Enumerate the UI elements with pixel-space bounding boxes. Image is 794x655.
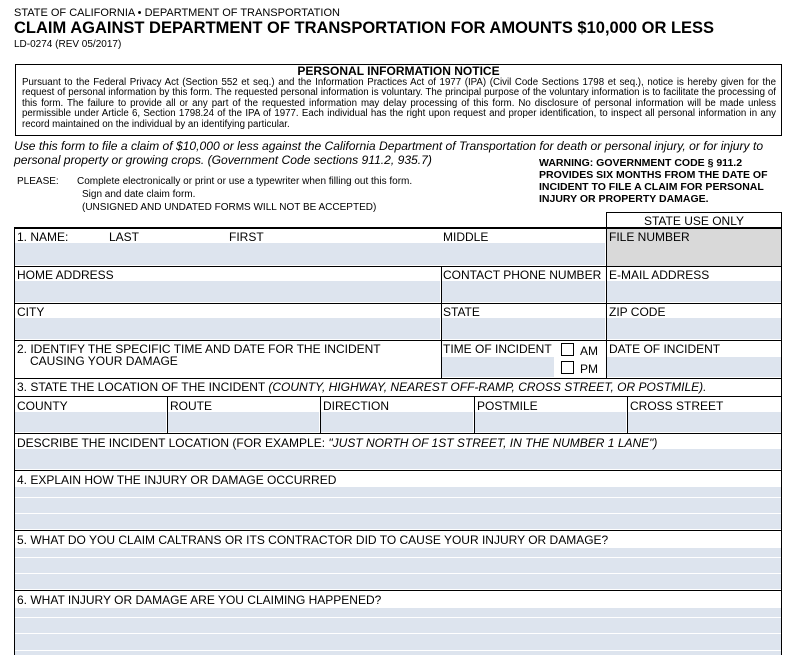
divider bbox=[14, 433, 782, 434]
section6-label: 6. WHAT INJURY OR DAMAGE ARE YOU CLAIMING HAPPENED? bbox=[17, 593, 382, 607]
describe-location-label bbox=[17, 436, 657, 450]
divider bbox=[14, 530, 782, 531]
divider bbox=[14, 266, 782, 267]
postmile-label: POSTMILE bbox=[477, 399, 538, 413]
divider bbox=[781, 212, 782, 266]
route-field[interactable] bbox=[168, 412, 319, 432]
divider bbox=[606, 303, 607, 340]
divider bbox=[627, 396, 628, 433]
divider bbox=[781, 266, 782, 655]
zip-code-field[interactable] bbox=[607, 318, 782, 339]
explain-injury-field[interactable] bbox=[15, 487, 782, 529]
middle-name-label: MIDDLE bbox=[443, 230, 489, 244]
zip-code-label: ZIP CODE bbox=[609, 305, 666, 319]
route-label: ROUTE bbox=[170, 399, 212, 413]
divider bbox=[14, 227, 15, 655]
city-field[interactable] bbox=[15, 318, 440, 339]
divider bbox=[14, 590, 782, 591]
divider bbox=[14, 617, 782, 618]
contact-phone-label: CONTACT PHONE NUMBER bbox=[443, 268, 602, 282]
cross-street-label: CROSS STREET bbox=[630, 399, 724, 413]
name-label: 1. NAME: bbox=[17, 230, 69, 244]
section4-label: 4. EXPLAIN HOW THE INJURY OR DAMAGE OCCURRED bbox=[17, 473, 337, 487]
email-label: E-MAIL ADDRESS bbox=[609, 268, 710, 282]
divider bbox=[441, 340, 442, 378]
divider bbox=[14, 650, 782, 651]
warning-line-1: WARNING: GOVERNMENT CODE § 911.2 bbox=[539, 157, 743, 169]
describe-location-text: DESCRIBE THE INCIDENT LOCATION (FOR EXAMPLE: bbox=[17, 436, 326, 450]
divider bbox=[606, 228, 607, 266]
state-field[interactable] bbox=[442, 318, 605, 339]
divider bbox=[14, 396, 782, 397]
direction-label: DIRECTION bbox=[323, 399, 389, 413]
email-field[interactable] bbox=[607, 281, 782, 302]
divider bbox=[14, 378, 782, 379]
warning-line-3: INCIDENT TO FILE A CLAIM FOR PERSONAL bbox=[539, 181, 764, 193]
divider bbox=[474, 396, 475, 433]
am-label: AM bbox=[580, 344, 598, 358]
use-line-1: Use this form to file a claim of $10,000 or less against the California Department of Transportation for death or personal injury, or for injury to bbox=[14, 139, 764, 153]
divider bbox=[14, 557, 782, 558]
section3-label-text: 3. STATE THE LOCATION OF THE INCIDENT bbox=[17, 380, 266, 394]
state-use-title: STATE USE ONLY bbox=[643, 214, 745, 228]
warning-line-4: INJURY OR PROPERTY DAMAGE. bbox=[539, 193, 709, 205]
am-checkbox[interactable] bbox=[561, 343, 574, 356]
incident-location-description-field[interactable] bbox=[15, 449, 782, 469]
time-of-incident-field[interactable] bbox=[442, 357, 554, 377]
describe-location-example: "JUST NORTH OF 1ST STREET, IN THE NUMBER 1 LANE") bbox=[328, 436, 658, 450]
cross-street-field[interactable] bbox=[628, 412, 782, 432]
first-name-label: FIRST bbox=[229, 230, 264, 244]
divider bbox=[320, 396, 321, 433]
section5-label: 5. WHAT DO YOU CLAIM CALTRANS OR ITS CONTRACTOR DID TO CAUSE YOUR INJURY OR DAMAGE? bbox=[17, 533, 609, 547]
use-line-2: personal property or growing crops. (Government Code sections 911.2, 935.7) bbox=[14, 153, 432, 167]
agency-line: STATE OF CALIFORNIA • DEPARTMENT OF TRANSPORTATION bbox=[14, 7, 340, 19]
divider bbox=[14, 470, 782, 471]
section2-label-line1: 2. IDENTIFY THE SPECIFIC TIME AND DATE FOR THE INCIDENT bbox=[17, 342, 381, 356]
please-instruction-1: Complete electronically or print or use a typewriter when filling out this form. bbox=[77, 176, 413, 187]
county-field[interactable] bbox=[15, 412, 166, 432]
divider bbox=[441, 303, 442, 340]
divider bbox=[14, 513, 782, 514]
name-field[interactable] bbox=[15, 243, 605, 265]
time-of-incident-label: TIME OF INCIDENT bbox=[443, 342, 552, 356]
injury-claimed-field[interactable] bbox=[15, 608, 782, 655]
notice-heading: PERSONAL INFORMATION NOTICE bbox=[297, 64, 500, 78]
notice-body: Pursuant to the Federal Privacy Act (Section 552 et seq.) and the Information Practices Act of 1977 (IPA) (Civil Code Sections 1798 et seq.), notice is hereby given for the request of personal information by this form. The requested personal information is voluntary. The principal purpose of the voluntary information is to facilitate the processing of this form. The failure to provide all or any part of the requested information may delay processing of this form. No disclosure of personal information will be made unless permissible under Article 6, Section 1798.24 of the IPA of 1977. Each individual has the right upon request and proper identification, to inspect all personal information in any record maintained on the individual by an identifying particular. bbox=[22, 77, 776, 130]
divider bbox=[606, 266, 607, 303]
postmile-field[interactable] bbox=[475, 412, 626, 432]
divider bbox=[14, 303, 782, 304]
pm-label: PM bbox=[580, 362, 598, 376]
divider bbox=[14, 573, 782, 574]
date-of-incident-field[interactable] bbox=[607, 357, 782, 377]
section2-label-line2: CAUSING YOUR DAMAGE bbox=[30, 354, 178, 368]
section3-label bbox=[17, 380, 706, 394]
divider bbox=[14, 340, 782, 341]
home-address-label: HOME ADDRESS bbox=[17, 268, 114, 282]
pm-checkbox[interactable] bbox=[561, 361, 574, 374]
state-label: STATE bbox=[443, 305, 480, 319]
warning-box bbox=[539, 157, 781, 205]
please-instruction-3: (UNSIGNED AND UNDATED FORMS WILL NOT BE ACCEPTED) bbox=[82, 202, 377, 213]
direction-field[interactable] bbox=[321, 412, 473, 432]
divider bbox=[441, 266, 442, 303]
file-number-label: FILE NUMBER bbox=[609, 230, 690, 244]
section3-label-italic: (COUNTY, HIGHWAY, NEAREST OFF-RAMP, CROSS STREET, OR POSTMILE). bbox=[268, 380, 707, 394]
divider bbox=[14, 497, 782, 498]
form-title: CLAIM AGAINST DEPARTMENT OF TRANSPORTATION FOR AMOUNTS $10,000 OR LESS bbox=[14, 19, 715, 37]
warning-line-2: PROVIDES SIX MONTHS FROM THE DATE OF bbox=[539, 169, 768, 181]
last-name-label: LAST bbox=[109, 230, 140, 244]
please-instruction-2: Sign and date claim form. bbox=[82, 189, 196, 200]
divider bbox=[167, 396, 168, 433]
divider bbox=[14, 633, 782, 634]
please-label: PLEASE: bbox=[17, 176, 59, 187]
form-id: LD-0274 (REV 05/2017) bbox=[14, 39, 122, 50]
contact-phone-field[interactable] bbox=[442, 281, 605, 302]
date-of-incident-label: DATE OF INCIDENT bbox=[609, 342, 721, 356]
county-label: COUNTY bbox=[17, 399, 68, 413]
city-label: CITY bbox=[17, 305, 45, 319]
caltrans-cause-field[interactable] bbox=[15, 548, 782, 589]
divider bbox=[606, 340, 607, 378]
home-address-field[interactable] bbox=[15, 281, 440, 302]
